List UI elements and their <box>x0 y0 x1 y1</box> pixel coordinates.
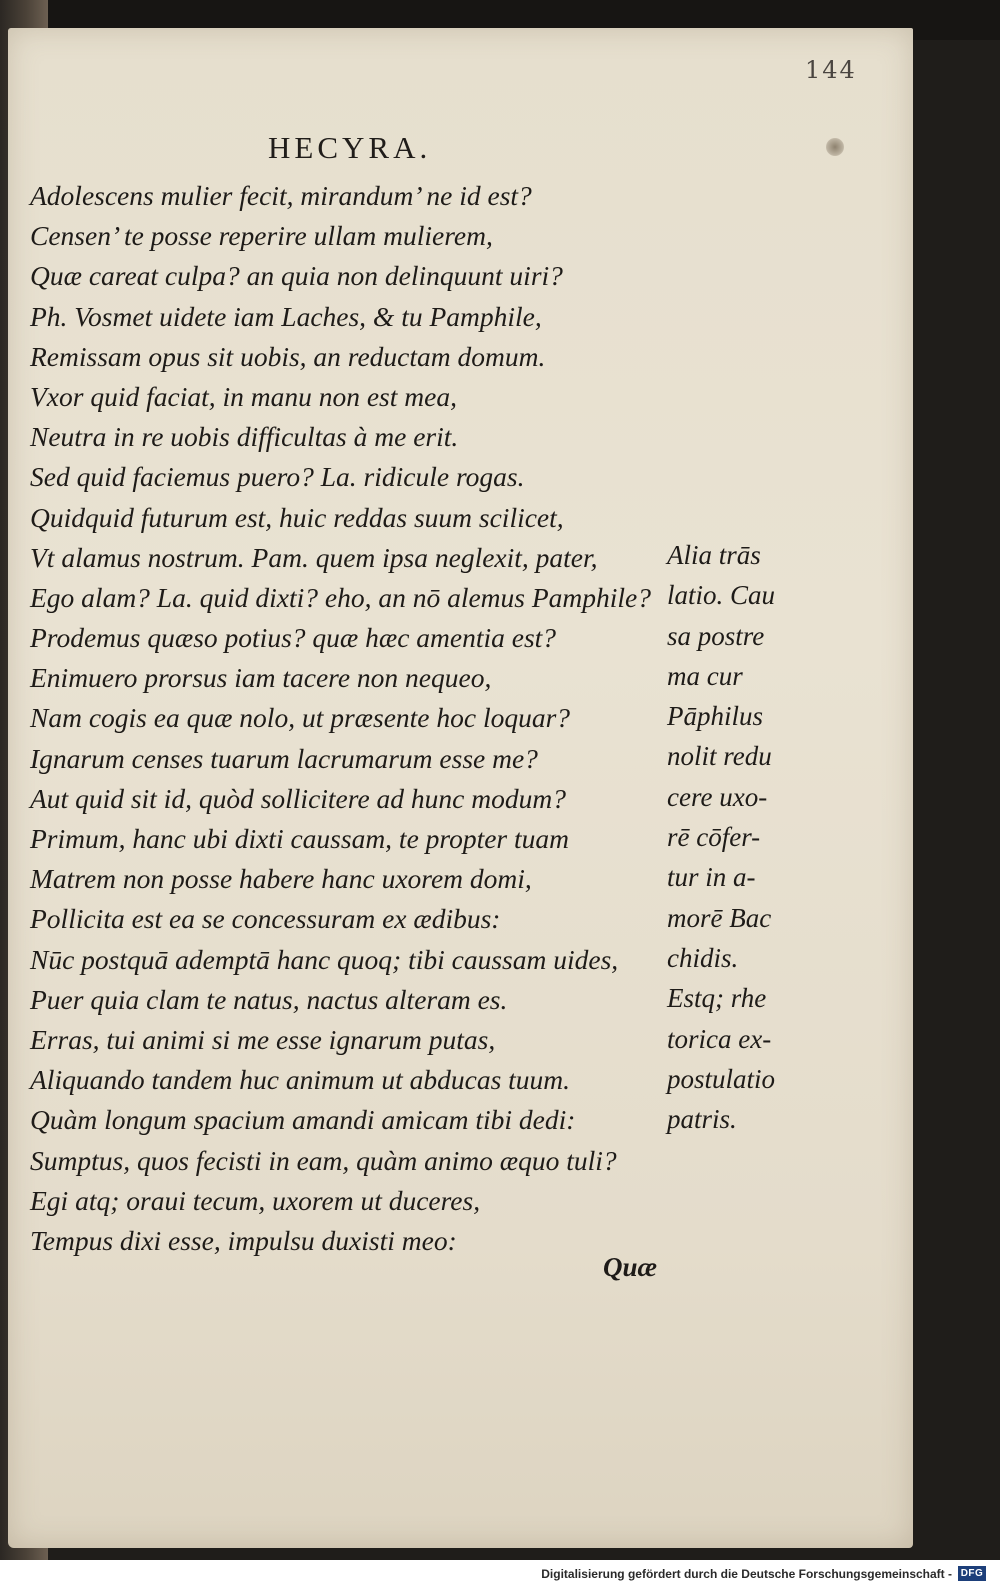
dfg-logo: DFG <box>958 1566 986 1581</box>
verse-line: Tempus dixi esse, impulsu duxisti meo: <box>30 1224 457 1256</box>
verse-line: Erras, tui animi si me esse ignarum putas, <box>30 1023 496 1055</box>
folio-number: 144 <box>805 56 857 84</box>
gloss-line: tur in a- <box>667 862 756 893</box>
verse-line: Sed quid faciemus puero? La. ridicule rogas. <box>30 461 525 493</box>
verse-line: Quidquid futurum est, huic reddas suum scilicet, <box>30 501 564 533</box>
verse-line: Ignarum censes tuarum lacrumarum esse me? <box>30 742 538 774</box>
gloss-line: torica ex- <box>667 1023 772 1054</box>
marginal-gloss <box>667 535 817 1139</box>
gloss-line: Estq; rhe <box>667 983 767 1014</box>
verse-line: Egi atq; oraui tecum, uxorem ut duceres, <box>30 1184 481 1216</box>
verse-line: Vt alamus nostrum. Pam. quem ipsa neglexit, pater, <box>30 541 598 573</box>
gloss-line: rē cōfer- <box>667 822 761 853</box>
verse-line: Vxor quid faciat, in manu non est mea, <box>30 380 457 412</box>
verse-line: Nūc postquā ademptā hanc quoq; tibi caussam uides, <box>30 943 619 975</box>
gloss-line: sa postre <box>667 620 765 651</box>
gloss-line: cere uxo- <box>667 781 768 812</box>
verse-line: Puer quia clam te natus, nactus alteram es. <box>30 983 508 1015</box>
funding-credit: Digitalisierung gefördert durch die Deutsche Forschungsgemeinschaft - <box>541 1567 952 1581</box>
verse-line: Quæ careat culpa? an quia non delinquunt uiri? <box>30 260 563 292</box>
gloss-line: ma cur <box>667 660 743 691</box>
gloss-line: patris. <box>667 1104 737 1135</box>
gloss-line: Alia trās <box>667 540 761 570</box>
verse-line: Ph. Vosmet uidete iam Laches, & tu Pamphile, <box>30 300 542 332</box>
gloss-line: latio. Cau <box>667 580 776 611</box>
verse-line: Matrem non posse habere hanc uxorem domi, <box>30 863 532 895</box>
verse-line: Primum, hanc ubi dixti caussam, te propter tuam <box>30 823 570 854</box>
gloss-line: chidis. <box>667 942 739 973</box>
verse-line: Enimuero prorsus iam tacere non nequeo, <box>30 662 492 694</box>
verse-line: Ego alam? La. quid dixti? eho, an nō alemus Pamphile? <box>30 581 651 613</box>
verse-line: Nam cogis ea quæ nolo, ut præsente hoc loquar? <box>30 702 571 734</box>
verse-line: Prodemus quæso potius? quæ hæc amentia est? <box>30 622 557 654</box>
verse-line: Sumptus, quos fecisti in eam, quàm animo æquo tuli? <box>30 1144 617 1176</box>
gloss-line: Pāphilus <box>667 701 764 732</box>
verse-text <box>30 176 670 1261</box>
gloss-line: nolit redu <box>667 741 772 772</box>
verse-line: Aut quid sit id, quòd sollicitere ad hunc modum? <box>30 782 566 814</box>
verse-line: Quàm longum spacium amandi amicam tibi dedi: <box>30 1104 576 1136</box>
verse-line: Remissam opus sit uobis, an reductam domum. <box>30 340 546 372</box>
verse-line: Aliquando tandem huc animum ut abducas tuum. <box>30 1064 571 1096</box>
gloss-line: morē Bac <box>667 902 772 933</box>
catchword: Quæ <box>603 1252 658 1282</box>
verse-line: Neutra in re uobis difficultas à me erit. <box>30 421 459 453</box>
verse-line: Pollicita est ea se concessuram ex ædibus: <box>30 903 501 935</box>
verse-line: Censen’ te posse reperire ullam mulierem, <box>30 220 493 252</box>
verse-line: Adolescens mulier fecit, mirandum’ ne id est? <box>30 180 532 211</box>
running-head: HECYRA. <box>268 130 432 165</box>
gloss-line: postulatio <box>667 1063 776 1094</box>
paper-stain <box>826 138 844 156</box>
